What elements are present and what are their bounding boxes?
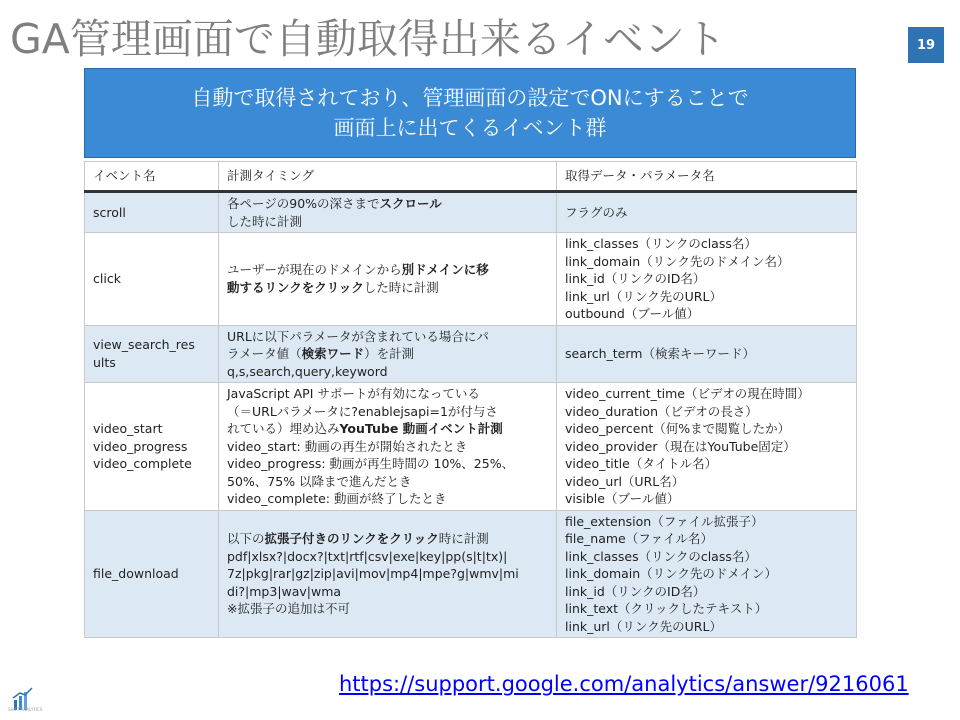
summary-banner [84,68,856,158]
table-body [85,192,857,638]
timing-line [227,420,548,438]
timing-line [227,490,548,508]
event-name-line: click [93,271,121,286]
header-params: 取得データ・パラメータ名 [557,162,857,192]
timing-line [227,328,548,346]
timing-text: 各ページの90%の深さまで [227,196,380,211]
event-name-cell [85,192,219,233]
timing-cell [219,233,557,326]
param-line: link_id（リンクのID名） [565,583,706,599]
slide-title: GA管理画面で自動取得出来るイベント [10,15,726,63]
timing-text: 時に計測 [438,531,489,546]
event-name-cell [85,325,219,383]
timing-emphasis: 別ドメインに移 [401,262,489,278]
param-line: video_duration（ビデオの長さ） [565,403,758,419]
timing-emphasis: スクロール [379,196,442,211]
param-line: フラグのみ [565,204,628,220]
timing-text: video_start: 動画の再生が開始されたとき [227,438,468,454]
timing-text: れている）埋め込み [227,421,340,436]
params-cell [557,192,857,233]
param-line: link_classes（リンクのclass名） [565,548,757,564]
timing-text: video_progress: 動画が再生時間の 10%、25%、 [227,456,515,471]
table-row [85,192,857,233]
param-line: link_domain（リンク先のドメイン名） [565,253,790,269]
timing-line [227,548,548,566]
timing-emphasis: 検索ワード [301,346,365,361]
event-name-cell [85,383,219,511]
timing-emphasis: YouTube 動画イベント計測 [339,421,503,436]
event-name-line: video_start [93,421,163,436]
param-line: file_extension（ファイル拡張子） [565,513,764,529]
params-cell [557,233,857,326]
param-line: link_text（クリックしたテキスト） [565,601,768,616]
event-name-line: video_complete [93,456,192,471]
timing-text: ）を計測 [364,346,415,361]
timing-text: URLに以下パラメータが含まれている場合にパ [227,328,489,344]
timing-line [227,473,548,491]
timing-text: ユーザーが現在のドメインから [227,262,402,278]
timing-text: q,s,search,query,keyword [227,363,388,379]
timing-text: 50%、75% 以降まで進んだとき [227,473,412,489]
timing-cell [219,510,557,638]
table-header-row [85,162,857,192]
event-name-line: view_search_res [93,337,195,353]
support-link[interactable]: https://support.google.com/analytics/answer/9216061 [339,672,909,696]
timing-line [227,565,548,583]
param-line: video_provider（現在はYouTube固定） [565,438,796,454]
timing-text: した時に計測 [227,213,303,229]
param-line: link_url（リンク先のURL） [565,618,722,634]
param-line: video_title（タイトル名） [565,456,718,471]
param-line: video_url（URL名） [565,473,685,489]
timing-text: ※拡張子の追加は不可 [227,601,350,616]
timing-line [227,403,548,421]
timing-line [227,600,548,618]
param-line: link_id（リンクのID名） [565,271,706,286]
timing-text: （＝URLパラメータに?enablejsapi=1が付与さ [227,403,498,419]
table-row [85,325,857,383]
timing-cell [219,192,557,233]
timing-line [227,385,548,403]
timing-cell [219,325,557,383]
timing-cell [219,383,557,511]
timing-emphasis: 動するリンクをクリック [227,279,364,295]
table-row [85,233,857,326]
event-name-cell [85,233,219,326]
params-cell [557,383,857,511]
timing-line [227,438,548,456]
timing-text: ラメータ値（ [227,346,302,361]
timing-text: した時に計測 [363,279,439,295]
timing-line [227,195,548,213]
timing-text: 7z|pkg|rar|gz|zip|avi|mov|mp4|mpe?g|wmv|mi [227,566,519,581]
param-line: link_classes（リンクのclass名） [565,236,757,251]
timing-line [227,455,548,473]
event-name-line: ults [93,354,116,370]
logo-text: SHIFT ANALYTICS [8,707,43,712]
table-row [85,383,857,511]
timing-line [227,345,548,363]
timing-line [227,583,548,601]
header-event-name: イベント名 [85,162,219,192]
timing-line [227,530,548,548]
event-name-cell [85,510,219,638]
event-name-line: video_progress [93,438,188,454]
params-cell [557,325,857,383]
event-name-line: file_download [93,566,179,581]
event-name-line: scroll [93,204,126,220]
param-line: video_percent（何%まで閲覧したか） [565,421,791,436]
param-line: file_name（ファイル名） [565,531,713,546]
event-table [84,161,857,638]
param-line: search_term（検索キーワード） [565,346,755,361]
param-line: visible（ブール値） [565,491,680,506]
timing-text: di?|mp3|wav|wma [227,583,342,599]
timing-line [227,213,548,231]
page-number-badge: 19 [908,27,944,63]
header-timing: 計測タイミング [219,162,557,192]
banner-line-2: 画面上に出てくるイベント群 [333,116,607,140]
timing-text: 以下の [227,531,265,546]
table-row [85,510,857,638]
banner-line-1: 自動で取得されており、管理画面の設定でONにすることで [191,86,749,110]
param-line: link_url（リンク先のURL） [565,288,722,304]
timing-text: pdf|xlsx?|docx?|txt|rtf|csv|exe|key|pp(s|t|tx)| [227,548,508,564]
param-line: outbound（ブール値） [565,306,700,321]
timing-line [227,363,548,381]
timing-emphasis: 拡張子付きのリンクをクリック [264,531,439,546]
param-line: video_current_time（ビデオの現在時間） [565,386,810,401]
timing-line [227,261,548,279]
timing-text: video_complete: 動画が終了したとき [227,491,447,506]
params-cell [557,510,857,638]
param-line: link_domain（リンク先のドメイン） [565,566,778,581]
timing-text: JavaScript API サポートが有効になっている [227,386,480,401]
timing-line [227,279,548,297]
